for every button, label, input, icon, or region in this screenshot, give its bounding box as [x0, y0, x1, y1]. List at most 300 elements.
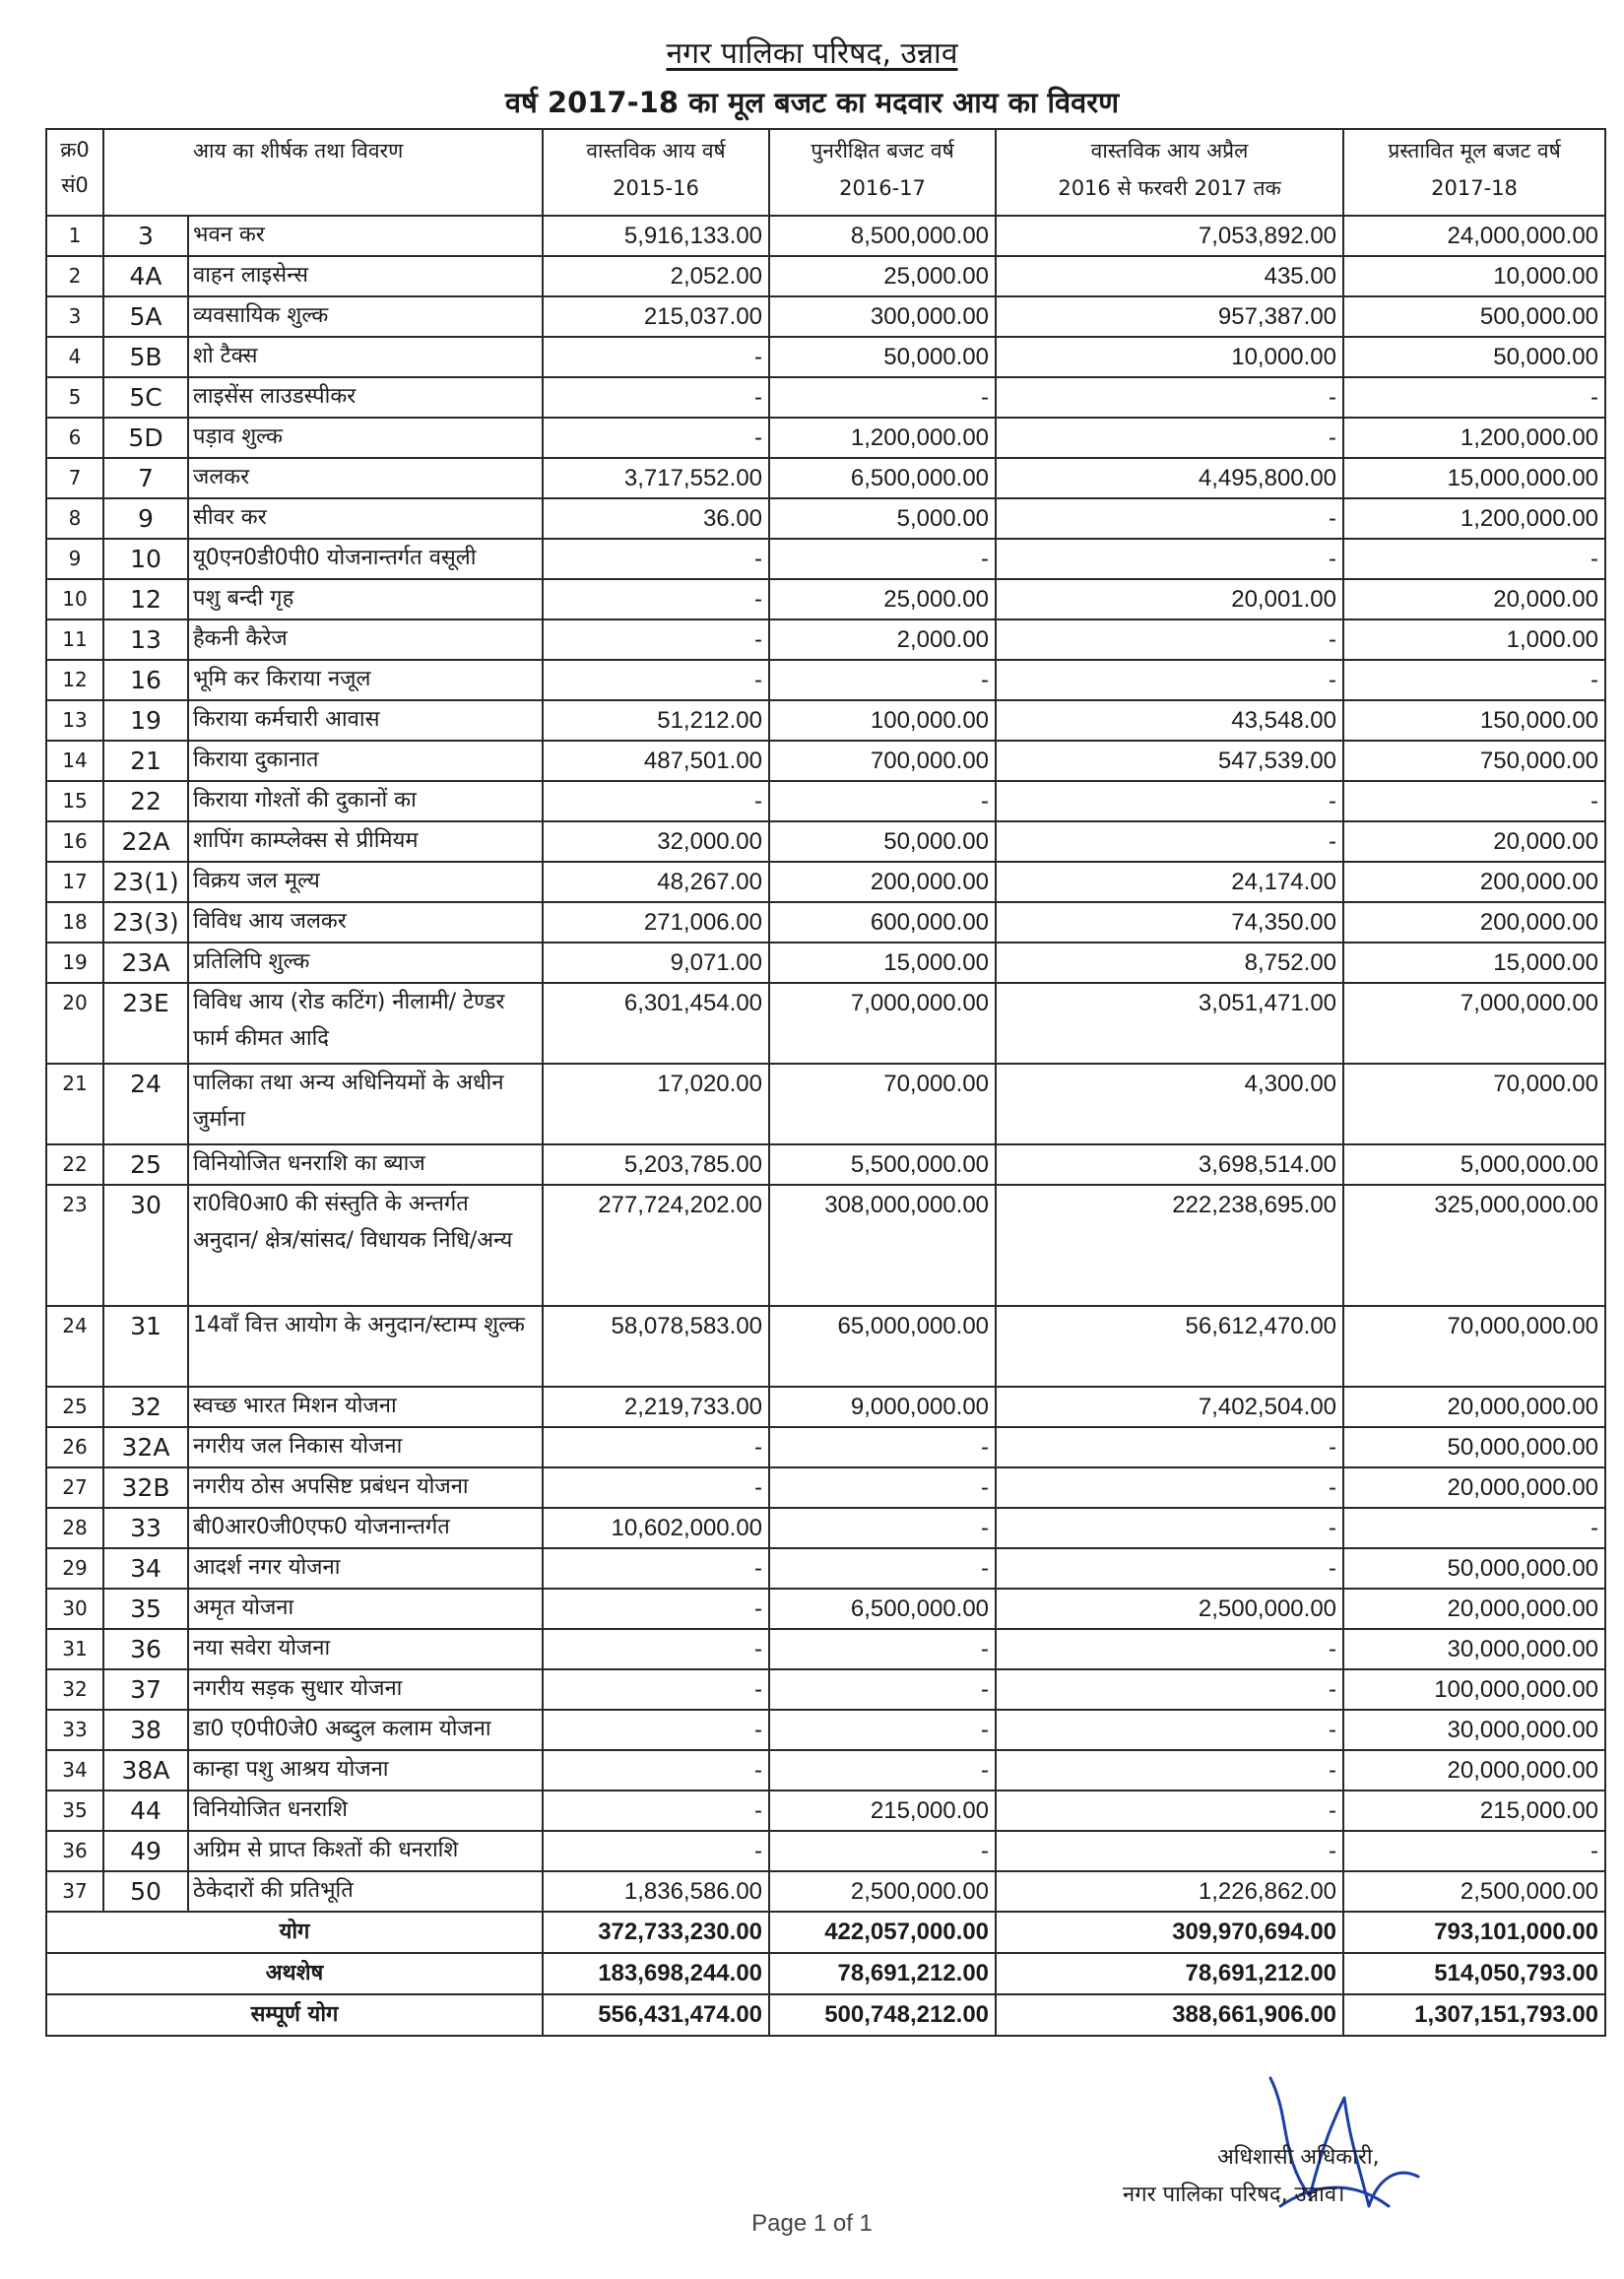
row-revised-2016-17: -: [769, 1669, 996, 1710]
row-head-code: 44: [103, 1791, 188, 1831]
total-actual-2015-16: 556,431,474.00: [543, 1994, 769, 2036]
total-actual-apr16-feb17: 309,970,694.00: [996, 1912, 1343, 1953]
row-actual-apr16-feb17: 8,752.00: [996, 943, 1343, 983]
table-row: [46, 539, 1605, 579]
col-header-proposed-l1: प्रस्तावित मूल बजट वर्ष: [1388, 139, 1561, 163]
row-revised-2016-17: 2,000.00: [769, 619, 996, 660]
row-actual-apr16-feb17: 435.00: [996, 256, 1343, 296]
signature-block: [1123, 2139, 1497, 2214]
row-revised-2016-17: -: [769, 1467, 996, 1508]
row-head-code: 25: [103, 1144, 188, 1185]
row-actual-2015-16: 2,219,733.00: [543, 1387, 769, 1427]
signatory-designation: अधिशासी अधिकारी,: [1217, 2145, 1380, 2170]
table-row: [46, 700, 1605, 741]
row-serial: 25: [46, 1387, 103, 1427]
row-revised-2016-17: -: [769, 1508, 996, 1548]
row-head-description: पालिका तथा अन्य अधिनियमों के अधीन जुर्माना: [188, 1064, 543, 1144]
row-revised-2016-17: 8,500,000.00: [769, 216, 996, 256]
row-head-code: 23(3): [103, 902, 188, 943]
table-row: [46, 1427, 1605, 1467]
col-header-ytd-l1: वास्तविक आय अप्रैल: [1090, 139, 1249, 163]
total-proposed-2017-18: 793,101,000.00: [1343, 1912, 1605, 1953]
row-head-description: किराया गोश्तों की दुकानों का: [188, 781, 543, 821]
row-head-description: पड़ाव शुल्क: [188, 418, 543, 458]
row-revised-2016-17: 2,500,000.00: [769, 1871, 996, 1912]
row-revised-2016-17: -: [769, 660, 996, 700]
row-head-description: व्यवसायिक शुल्क: [188, 296, 543, 337]
row-serial: 31: [46, 1629, 103, 1669]
row-head-code: 4A: [103, 256, 188, 296]
row-actual-apr16-feb17: 4,300.00: [996, 1064, 1343, 1144]
row-revised-2016-17: -: [769, 539, 996, 579]
row-revised-2016-17: 50,000.00: [769, 821, 996, 862]
col-header-actual-l2: 2015-16: [613, 176, 699, 200]
row-proposed-2017-18: -: [1343, 1831, 1605, 1871]
row-proposed-2017-18: 20,000.00: [1343, 821, 1605, 862]
row-proposed-2017-18: 200,000.00: [1343, 902, 1605, 943]
totals-label: योग: [46, 1912, 543, 1953]
row-proposed-2017-18: -: [1343, 539, 1605, 579]
table-row: [46, 619, 1605, 660]
row-proposed-2017-18: 50,000.00: [1343, 337, 1605, 377]
row-actual-apr16-feb17: -: [996, 781, 1343, 821]
table-row: [46, 1831, 1605, 1871]
total-revised-2016-17: 422,057,000.00: [769, 1912, 996, 1953]
row-actual-apr16-feb17: -: [996, 1710, 1343, 1750]
row-serial: 37: [46, 1871, 103, 1912]
row-head-description: प्रतिलिपि शुल्क: [188, 943, 543, 983]
row-head-code: 32B: [103, 1467, 188, 1508]
row-head-description: अमृत योजना: [188, 1589, 543, 1629]
col-header-actual-l1: वास्तविक आय वर्ष: [586, 139, 726, 163]
total-actual-2015-16: 183,698,244.00: [543, 1953, 769, 1994]
row-actual-apr16-feb17: 74,350.00: [996, 902, 1343, 943]
row-proposed-2017-18: 20,000,000.00: [1343, 1589, 1605, 1629]
row-head-code: 5C: [103, 377, 188, 418]
row-head-code: 34: [103, 1548, 188, 1589]
row-actual-2015-16: 48,267.00: [543, 862, 769, 902]
row-proposed-2017-18: -: [1343, 377, 1605, 418]
row-head-code: 30: [103, 1185, 188, 1306]
row-head-description: हैकनी कैरेज: [188, 619, 543, 660]
row-serial: 23: [46, 1185, 103, 1306]
row-actual-apr16-feb17: 24,174.00: [996, 862, 1343, 902]
row-actual-apr16-feb17: -: [996, 377, 1343, 418]
row-revised-2016-17: 308,000,000.00: [769, 1185, 996, 1306]
row-actual-2015-16: 9,071.00: [543, 943, 769, 983]
row-serial: 13: [46, 700, 103, 741]
col-header-actual: [543, 129, 769, 216]
table-row: [46, 1548, 1605, 1589]
row-actual-apr16-feb17: 10,000.00: [996, 337, 1343, 377]
row-actual-2015-16: 36.00: [543, 498, 769, 539]
table-row: [46, 1387, 1605, 1427]
row-actual-2015-16: 1,836,586.00: [543, 1871, 769, 1912]
table-row: [46, 1064, 1605, 1144]
row-serial: 30: [46, 1589, 103, 1629]
table-row: [46, 1508, 1605, 1548]
row-revised-2016-17: -: [769, 781, 996, 821]
row-head-code: 16: [103, 660, 188, 700]
total-proposed-2017-18: 1,307,151,793.00: [1343, 1994, 1605, 2036]
row-head-code: 50: [103, 1871, 188, 1912]
table-row: [46, 418, 1605, 458]
row-actual-2015-16: 3,717,552.00: [543, 458, 769, 498]
table-row: [46, 296, 1605, 337]
row-serial: 27: [46, 1467, 103, 1508]
table-row: [46, 1669, 1605, 1710]
row-actual-2015-16: 215,037.00: [543, 296, 769, 337]
row-actual-2015-16: 51,212.00: [543, 700, 769, 741]
total-actual-2015-16: 372,733,230.00: [543, 1912, 769, 1953]
row-head-description: डा0 ए0पी0जे0 अब्दुल कलाम योजना: [188, 1710, 543, 1750]
org-heading: [0, 32, 1624, 72]
table-row: [46, 579, 1605, 619]
table-row: [46, 1791, 1605, 1831]
total-actual-apr16-feb17: 78,691,212.00: [996, 1953, 1343, 1994]
row-head-description: विविध आय जलकर: [188, 902, 543, 943]
row-proposed-2017-18: 50,000,000.00: [1343, 1427, 1605, 1467]
row-actual-apr16-feb17: -: [996, 418, 1343, 458]
row-head-code: 5D: [103, 418, 188, 458]
table-row: [46, 1629, 1605, 1669]
row-actual-2015-16: -: [543, 1427, 769, 1467]
row-actual-2015-16: 2,052.00: [543, 256, 769, 296]
row-actual-2015-16: -: [543, 619, 769, 660]
row-actual-2015-16: -: [543, 781, 769, 821]
row-actual-2015-16: -: [543, 1629, 769, 1669]
row-head-code: 35: [103, 1589, 188, 1629]
row-proposed-2017-18: 50,000,000.00: [1343, 1548, 1605, 1589]
row-serial: 15: [46, 781, 103, 821]
row-actual-2015-16: -: [543, 1791, 769, 1831]
row-actual-apr16-feb17: -: [996, 1467, 1343, 1508]
row-actual-apr16-feb17: -: [996, 1427, 1343, 1467]
row-head-description: यू0एन0डी0पी0 योजनान्तर्गत वसूली: [188, 539, 543, 579]
row-actual-2015-16: 277,724,202.00: [543, 1185, 769, 1306]
row-serial: 9: [46, 539, 103, 579]
row-serial: 14: [46, 741, 103, 781]
total-revised-2016-17: 78,691,212.00: [769, 1953, 996, 1994]
row-head-code: 9: [103, 498, 188, 539]
row-head-code: 5A: [103, 296, 188, 337]
row-actual-apr16-feb17: 222,238,695.00: [996, 1185, 1343, 1306]
row-serial: 33: [46, 1710, 103, 1750]
row-serial: 6: [46, 418, 103, 458]
table-row: [46, 256, 1605, 296]
table-row: [46, 458, 1605, 498]
row-serial: 20: [46, 983, 103, 1064]
table-row: [46, 1467, 1605, 1508]
col-header-head: आय का शीर्षक तथा विवरण: [103, 129, 543, 216]
row-actual-2015-16: -: [543, 1750, 769, 1791]
row-actual-2015-16: 5,916,133.00: [543, 216, 769, 256]
row-actual-2015-16: 5,203,785.00: [543, 1144, 769, 1185]
total-actual-apr16-feb17: 388,661,906.00: [996, 1994, 1343, 2036]
row-proposed-2017-18: 1,200,000.00: [1343, 498, 1605, 539]
row-proposed-2017-18: 2,500,000.00: [1343, 1871, 1605, 1912]
row-head-code: 3: [103, 216, 188, 256]
row-head-description: पशु बन्दी गृह: [188, 579, 543, 619]
table-row: [46, 1710, 1605, 1750]
row-actual-2015-16: -: [543, 1589, 769, 1629]
row-revised-2016-17: 300,000.00: [769, 296, 996, 337]
row-head-code: 36: [103, 1629, 188, 1669]
row-revised-2016-17: 5,500,000.00: [769, 1144, 996, 1185]
row-serial: 4: [46, 337, 103, 377]
row-serial: 2: [46, 256, 103, 296]
row-actual-apr16-feb17: -: [996, 498, 1343, 539]
row-actual-apr16-feb17: -: [996, 660, 1343, 700]
table-row: [46, 781, 1605, 821]
row-proposed-2017-18: 7,000,000.00: [1343, 983, 1605, 1064]
table-row: [46, 902, 1605, 943]
table-row: [46, 1750, 1605, 1791]
row-revised-2016-17: 70,000.00: [769, 1064, 996, 1144]
row-head-code: 32: [103, 1387, 188, 1427]
row-head-code: 13: [103, 619, 188, 660]
row-actual-apr16-feb17: 43,548.00: [996, 700, 1343, 741]
row-actual-2015-16: 32,000.00: [543, 821, 769, 862]
table-row: [46, 1306, 1605, 1387]
row-head-description: कान्हा पशु आश्रय योजना: [188, 1750, 543, 1791]
table-row: [46, 943, 1605, 983]
table-body: [46, 216, 1605, 2036]
row-actual-2015-16: 487,501.00: [543, 741, 769, 781]
row-head-description: विनियोजित धनराशि: [188, 1791, 543, 1831]
col-header-sn: क्र0 सं0: [46, 129, 103, 216]
table-row: [46, 862, 1605, 902]
row-serial: 10: [46, 579, 103, 619]
table-row: [46, 1144, 1605, 1185]
col-header-proposed-l2: 2017-18: [1431, 176, 1518, 200]
row-head-code: 12: [103, 579, 188, 619]
row-actual-2015-16: 6,301,454.00: [543, 983, 769, 1064]
row-actual-apr16-feb17: 56,612,470.00: [996, 1306, 1343, 1387]
row-actual-apr16-feb17: -: [996, 1508, 1343, 1548]
row-head-code: 23E: [103, 983, 188, 1064]
total-revised-2016-17: 500,748,212.00: [769, 1994, 996, 2036]
row-serial: 17: [46, 862, 103, 902]
signatory-office: नगर पालिका परिषद, उन्नाव।: [1123, 2182, 1345, 2207]
table-row: [46, 983, 1605, 1064]
row-proposed-2017-18: 20,000,000.00: [1343, 1387, 1605, 1427]
row-revised-2016-17: -: [769, 1750, 996, 1791]
row-proposed-2017-18: 325,000,000.00: [1343, 1185, 1605, 1306]
row-head-description: स्वच्छ भारत मिशन योजना: [188, 1387, 543, 1427]
row-revised-2016-17: 200,000.00: [769, 862, 996, 902]
row-proposed-2017-18: 750,000.00: [1343, 741, 1605, 781]
row-head-description: नगरीय ठोस अपसिष्ट प्रबंधन योजना: [188, 1467, 543, 1508]
row-head-code: 22A: [103, 821, 188, 862]
row-revised-2016-17: 5,000.00: [769, 498, 996, 539]
row-proposed-2017-18: 70,000,000.00: [1343, 1306, 1605, 1387]
row-actual-2015-16: 17,020.00: [543, 1064, 769, 1144]
row-actual-2015-16: -: [543, 660, 769, 700]
table-row: [46, 821, 1605, 862]
row-head-code: 10: [103, 539, 188, 579]
totals-label: अथशेष: [46, 1953, 543, 1994]
row-head-code: 24: [103, 1064, 188, 1144]
row-serial: 21: [46, 1064, 103, 1144]
page-number: Page 1 of 1: [751, 2210, 873, 2237]
row-proposed-2017-18: -: [1343, 781, 1605, 821]
row-serial: 16: [46, 821, 103, 862]
row-serial: 11: [46, 619, 103, 660]
row-proposed-2017-18: 215,000.00: [1343, 1791, 1605, 1831]
row-head-code: 23A: [103, 943, 188, 983]
row-head-code: 23(1): [103, 862, 188, 902]
document-title: वर्ष 2017-18 का मूल बजट का मदवार आय का विवरण: [504, 86, 1120, 119]
table-row: [46, 660, 1605, 700]
row-actual-apr16-feb17: -: [996, 1548, 1343, 1589]
row-actual-2015-16: -: [543, 377, 769, 418]
row-revised-2016-17: 25,000.00: [769, 256, 996, 296]
row-actual-apr16-feb17: -: [996, 1750, 1343, 1791]
row-head-description: विक्रय जल मूल्य: [188, 862, 543, 902]
row-actual-2015-16: -: [543, 1467, 769, 1508]
row-serial: 3: [46, 296, 103, 337]
row-head-code: 7: [103, 458, 188, 498]
row-actual-apr16-feb17: -: [996, 1791, 1343, 1831]
col-header-revised-l2: 2016-17: [839, 176, 926, 200]
row-actual-2015-16: 58,078,583.00: [543, 1306, 769, 1387]
table-row: [46, 741, 1605, 781]
row-revised-2016-17: 15,000.00: [769, 943, 996, 983]
org-name: नगर पालिका परिषद, उन्नाव: [666, 36, 958, 71]
totals-row: [46, 1953, 1605, 1994]
row-head-description: विविध आय (रोड कटिंग) नीलामी/ टेण्डर फार्म कीमत आदि: [188, 983, 543, 1064]
totals-row: [46, 1912, 1605, 1953]
row-proposed-2017-18: 70,000.00: [1343, 1064, 1605, 1144]
row-revised-2016-17: -: [769, 377, 996, 418]
col-header-proposed: [1343, 129, 1605, 216]
row-revised-2016-17: 1,200,000.00: [769, 418, 996, 458]
row-actual-2015-16: 271,006.00: [543, 902, 769, 943]
row-proposed-2017-18: 20,000,000.00: [1343, 1750, 1605, 1791]
total-proposed-2017-18: 514,050,793.00: [1343, 1953, 1605, 1994]
row-serial: 29: [46, 1548, 103, 1589]
row-proposed-2017-18: 15,000.00: [1343, 943, 1605, 983]
row-proposed-2017-18: 1,200,000.00: [1343, 418, 1605, 458]
row-revised-2016-17: -: [769, 1831, 996, 1871]
row-serial: 12: [46, 660, 103, 700]
table-row: [46, 498, 1605, 539]
table-row: [46, 337, 1605, 377]
row-head-code: 32A: [103, 1427, 188, 1467]
row-proposed-2017-18: 200,000.00: [1343, 862, 1605, 902]
row-head-description: रा0वि0आ0 की संस्तुति के अन्तर्गत अनुदान/ क्षेत्र/सांसद/ विधायक निधि/अन्य: [188, 1185, 543, 1306]
row-revised-2016-17: -: [769, 1629, 996, 1669]
row-head-description: भवन कर: [188, 216, 543, 256]
row-serial: 35: [46, 1791, 103, 1831]
row-actual-apr16-feb17: 547,539.00: [996, 741, 1343, 781]
row-actual-apr16-feb17: -: [996, 1669, 1343, 1710]
row-proposed-2017-18: 10,000.00: [1343, 256, 1605, 296]
row-head-description: जलकर: [188, 458, 543, 498]
row-actual-apr16-feb17: 20,001.00: [996, 579, 1343, 619]
row-actual-apr16-feb17: 2,500,000.00: [996, 1589, 1343, 1629]
row-proposed-2017-18: 24,000,000.00: [1343, 216, 1605, 256]
row-head-description: नया सवेरा योजना: [188, 1629, 543, 1669]
row-revised-2016-17: 25,000.00: [769, 579, 996, 619]
row-head-code: 21: [103, 741, 188, 781]
table-header-row: [46, 129, 1605, 216]
col-header-ytd-l2: 2016 से फरवरी 2017 तक: [1058, 176, 1281, 200]
row-head-code: 38A: [103, 1750, 188, 1791]
row-actual-2015-16: -: [543, 539, 769, 579]
table-row: [46, 1871, 1605, 1912]
row-revised-2016-17: 600,000.00: [769, 902, 996, 943]
row-revised-2016-17: 215,000.00: [769, 1791, 996, 1831]
row-actual-2015-16: -: [543, 1710, 769, 1750]
row-serial: 26: [46, 1427, 103, 1467]
col-header-revised: [769, 129, 996, 216]
row-actual-apr16-feb17: 3,698,514.00: [996, 1144, 1343, 1185]
row-actual-apr16-feb17: -: [996, 1629, 1343, 1669]
row-proposed-2017-18: 500,000.00: [1343, 296, 1605, 337]
totals-row: [46, 1994, 1605, 2036]
row-actual-2015-16: -: [543, 418, 769, 458]
row-serial: 1: [46, 216, 103, 256]
row-head-description: भूमि कर किराया नजूल: [188, 660, 543, 700]
row-revised-2016-17: 50,000.00: [769, 337, 996, 377]
row-proposed-2017-18: 100,000,000.00: [1343, 1669, 1605, 1710]
col-header-revised-l1: पुनरीक्षित बजट वर्ष: [811, 139, 954, 163]
row-proposed-2017-18: -: [1343, 1508, 1605, 1548]
row-proposed-2017-18: -: [1343, 660, 1605, 700]
row-serial: 7: [46, 458, 103, 498]
row-proposed-2017-18: 20,000.00: [1343, 579, 1605, 619]
row-head-code: 33: [103, 1508, 188, 1548]
row-head-description: किराया दुकानात: [188, 741, 543, 781]
row-serial: 32: [46, 1669, 103, 1710]
row-head-code: 37: [103, 1669, 188, 1710]
row-proposed-2017-18: 20,000,000.00: [1343, 1467, 1605, 1508]
row-head-code: 38: [103, 1710, 188, 1750]
row-proposed-2017-18: 1,000.00: [1343, 619, 1605, 660]
row-serial: 22: [46, 1144, 103, 1185]
row-serial: 28: [46, 1508, 103, 1548]
col-header-ytd: [996, 129, 1343, 216]
row-revised-2016-17: 100,000.00: [769, 700, 996, 741]
row-serial: 18: [46, 902, 103, 943]
row-head-description: वाहन लाइसेन्स: [188, 256, 543, 296]
row-actual-apr16-feb17: 3,051,471.00: [996, 983, 1343, 1064]
row-revised-2016-17: 65,000,000.00: [769, 1306, 996, 1387]
row-serial: 34: [46, 1750, 103, 1791]
row-serial: 8: [46, 498, 103, 539]
row-revised-2016-17: -: [769, 1427, 996, 1467]
row-actual-apr16-feb17: -: [996, 619, 1343, 660]
row-actual-2015-16: -: [543, 1548, 769, 1589]
row-head-description: किराया कर्मचारी आवास: [188, 700, 543, 741]
row-head-description: विनियोजित धनराशि का ब्याज: [188, 1144, 543, 1185]
row-serial: 36: [46, 1831, 103, 1871]
row-actual-2015-16: -: [543, 337, 769, 377]
row-actual-2015-16: -: [543, 1669, 769, 1710]
row-head-code: 22: [103, 781, 188, 821]
row-actual-apr16-feb17: -: [996, 539, 1343, 579]
table-row: [46, 1185, 1605, 1306]
row-head-description: बी0आर0जी0एफ0 योजनान्तर्गत: [188, 1508, 543, 1548]
row-serial: 19: [46, 943, 103, 983]
income-budget-table: [45, 128, 1606, 2037]
row-head-description: शापिंग काम्प्लेक्स से प्रीमियम: [188, 821, 543, 862]
row-actual-apr16-feb17: 1,226,862.00: [996, 1871, 1343, 1912]
row-actual-apr16-feb17: 7,053,892.00: [996, 216, 1343, 256]
row-head-description: आदर्श नगर योजना: [188, 1548, 543, 1589]
